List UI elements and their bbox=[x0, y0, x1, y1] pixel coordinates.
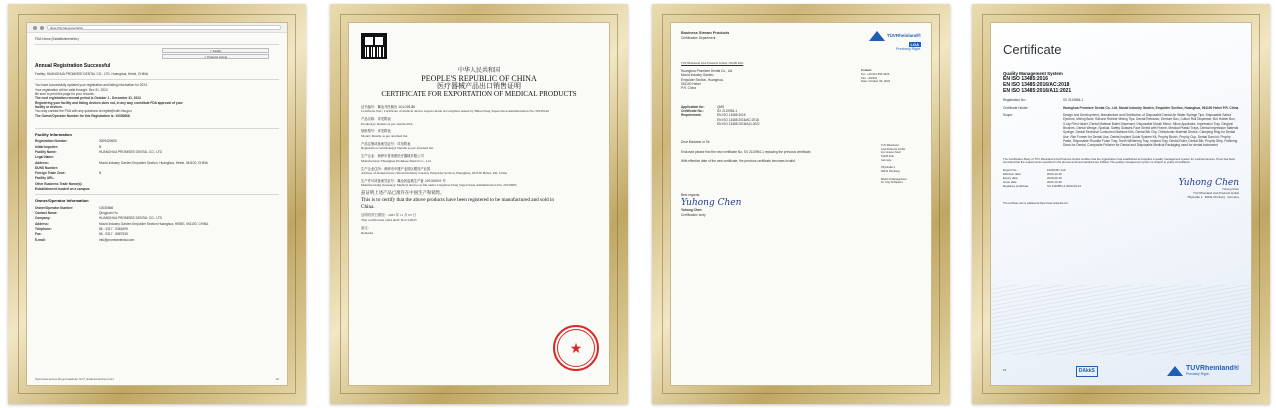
certificate-row bbox=[1003, 106, 1239, 110]
field-value: info@promisedental.com bbox=[99, 237, 135, 242]
field-row bbox=[35, 216, 279, 220]
line-cn: 产品注册或备案凭证号：详见附表 bbox=[361, 141, 411, 146]
remarks-cn: 备注： bbox=[361, 225, 372, 230]
report-area bbox=[1003, 169, 1239, 199]
body-paragraph: With effective date of the new certificate, the previous certificate becomes invalid. bbox=[681, 158, 796, 163]
divider bbox=[35, 79, 279, 80]
standard: EN ISO 13485:2016/AC:2018 bbox=[1003, 82, 1070, 89]
field-value: N bbox=[99, 171, 102, 176]
print-footer bbox=[35, 378, 279, 382]
browser-bar bbox=[27, 23, 287, 33]
line-en: Manufacturing license(s): Medical device on file under Cangzhou Drug Supervision Administration No: 20150005 bbox=[361, 183, 517, 188]
divider bbox=[35, 194, 279, 195]
contact-line: Tel.: +49 911 655 4225 bbox=[861, 72, 890, 76]
page-icon bbox=[33, 26, 37, 30]
remarks-en: Remarks bbox=[361, 230, 374, 235]
nav-icon bbox=[40, 26, 44, 30]
field-label: Address: bbox=[35, 221, 49, 226]
divider bbox=[35, 44, 279, 45]
field-label: Contact Name: bbox=[35, 211, 58, 216]
tuv-triangle-icon bbox=[869, 31, 885, 41]
field-value: HUANGHUA PROMISEE DENTAL CO., LTD bbox=[99, 149, 162, 154]
field-value bbox=[99, 166, 279, 170]
report-value: 10015497-110 bbox=[1047, 168, 1066, 173]
handwritten-signature: Yuhong Chen bbox=[1178, 178, 1239, 189]
report-block bbox=[1003, 169, 1159, 199]
issuer-address: Tillystraße 2 · 90431 Nürnberg · Germany bbox=[1187, 195, 1239, 199]
address-bar: https://fdp.fda.gov/ecr4rlist bbox=[47, 25, 281, 30]
sidebar-line: LGA Products GmbH bbox=[881, 147, 906, 151]
field-row bbox=[35, 206, 279, 210]
field-label: E-mail: bbox=[35, 237, 46, 242]
field-row bbox=[35, 155, 279, 159]
message: You have successfully updated your registration and listing information for 2024. bbox=[35, 83, 148, 88]
field-label: Facility URL: bbox=[35, 176, 55, 181]
report-value: 2026-09-16 bbox=[1047, 175, 1062, 180]
field-label: Initial Importer: bbox=[35, 144, 59, 149]
sidebar-line: 90431 Nürnberg bbox=[881, 169, 900, 173]
sender-line: TÜV Rheinland LGA Products GmbH • 51105 Köln bbox=[681, 62, 744, 66]
application-value: SX 2110954-1 bbox=[717, 108, 738, 113]
home-link: FDA Home (Establishment/etc) bbox=[35, 37, 79, 41]
export-certificate-document bbox=[349, 23, 609, 385]
address-block bbox=[681, 69, 921, 91]
certificate-rows bbox=[1003, 98, 1239, 147]
field-row bbox=[35, 150, 279, 154]
issuer-name: TÜV Rheinland LGA Products GmbH bbox=[1193, 191, 1239, 195]
field-value bbox=[99, 176, 279, 180]
tuv-triangle-icon bbox=[1167, 366, 1183, 376]
line-en: Registration certificate(s): Details as per attached list. bbox=[361, 146, 434, 151]
message-list bbox=[35, 83, 279, 118]
application-label: Application for: bbox=[681, 104, 705, 109]
application-value: QMS bbox=[717, 104, 725, 109]
field-value: 3009420606 bbox=[99, 139, 117, 144]
contact-line: Contact bbox=[861, 69, 872, 72]
statement-cn: 兹证明上述产品已准许在中国生产和销售。 bbox=[361, 191, 445, 197]
line-en: Manufacturer: Huanghua Promisee Dental Co., Ltd. bbox=[361, 158, 432, 163]
message: Your registration will be valid through: Dec 31, 2024 bbox=[35, 87, 108, 92]
field-label: Fax: bbox=[35, 232, 42, 237]
footer-url: https://www.access.fda.gov/oaa/index.htm?_flowExecutionKey=e1s1 bbox=[35, 377, 114, 381]
field-value bbox=[99, 182, 279, 186]
recipient-line: 061100 Hebei bbox=[681, 81, 701, 86]
field-label: Foreign Trade Zone: bbox=[35, 171, 66, 176]
iso-certificate-document bbox=[991, 23, 1251, 385]
report-row bbox=[1003, 185, 1159, 189]
recipient-line: Empolder Section, Huanghua, bbox=[681, 77, 724, 82]
message: The Owner/Operator Number for this Registration is: 10030866. bbox=[35, 113, 131, 118]
body-paragraph: Enclosed please find the new certificate No. SX 2110954-1 replacing the previous certificate. bbox=[681, 150, 812, 155]
facility-section-title: Facility Information bbox=[35, 131, 72, 137]
field-row bbox=[35, 232, 279, 236]
sidebar-line: Germany bbox=[881, 158, 892, 162]
certificate-row bbox=[1003, 113, 1239, 148]
salutation: Dear Madame or Sir bbox=[681, 140, 710, 145]
line-en: Address of manufacturer: Mould Industry Garden, Empolder Section, Huanghua, 061100 Hebei, P.R. China bbox=[361, 171, 508, 176]
tuv-logo bbox=[869, 31, 921, 52]
field-label: Owner/Operator Number: bbox=[35, 205, 74, 210]
field-label: Company: bbox=[35, 216, 51, 221]
official-seal-icon: ★ bbox=[553, 325, 599, 371]
application-row bbox=[681, 122, 921, 126]
tuv-letter-document bbox=[671, 23, 931, 385]
line-en: Certificate NO.: Certificate of medical device exports made in Cangzhou issued by Hebei Drug Supervision Administration No: 20230140 bbox=[361, 109, 549, 114]
closing: Best regards, bbox=[681, 193, 700, 198]
message: You may contact the FDA with any questions at reglist@cdrh.fda.gov. bbox=[35, 109, 133, 114]
field-row bbox=[35, 227, 279, 231]
line-cn: 产品名称：详见附表 bbox=[361, 117, 391, 122]
sidebar-line: 51105 Köln bbox=[881, 155, 894, 158]
recipient-line: Huanghua Promisee Dental Co., Ltd. bbox=[681, 69, 734, 73]
application-label bbox=[681, 122, 713, 126]
page-number: 1/2 bbox=[275, 377, 279, 381]
recipient-address bbox=[681, 69, 733, 91]
guilloche-background bbox=[991, 285, 1251, 355]
field-value: N bbox=[99, 144, 102, 149]
report-value: SX 2110854-1 2023-09-14 bbox=[1047, 183, 1081, 188]
frame-iso-certificate[interactable] bbox=[972, 4, 1270, 404]
line-en: Product(s): Details as per attached list. bbox=[361, 121, 414, 126]
certificate-title: Certificate bbox=[1003, 42, 1062, 57]
recipient-line: Mould Industry Garden, bbox=[681, 73, 715, 78]
field-row bbox=[35, 187, 279, 191]
field-row bbox=[35, 238, 279, 242]
sidebar-line: Dr. Jörg Schliesser bbox=[881, 181, 903, 185]
statement-en: This is to certify that the above products have been registered to be manufactured and sold in China. bbox=[361, 197, 555, 210]
tuv-brand: TÜVRheinland® bbox=[886, 32, 921, 38]
field-label: Telephone: bbox=[35, 227, 52, 232]
report-label: Report No.: bbox=[1003, 168, 1018, 173]
field-value: Mould Industry Garden Empolder Section, Huanghua, Hebei, 061100, CHINA bbox=[99, 160, 208, 165]
row-label: Registration No.: bbox=[1003, 98, 1027, 103]
department-subtitle: Certification Department bbox=[681, 36, 716, 41]
divider bbox=[35, 128, 279, 129]
line-cn: 生产企业住所：黄骅市中捷产业园区模具产业园 bbox=[361, 166, 431, 171]
tagline: Precisely Right. bbox=[896, 47, 921, 52]
field-value: 86 - 0317 - 5361699 bbox=[99, 227, 128, 232]
page-number: 1/1 bbox=[1003, 369, 1007, 373]
message: Registering your facility and listing devices does not, in any way, constitute FDA approval of your bbox=[35, 100, 183, 105]
field-row bbox=[35, 182, 279, 186]
application-value: EN ISO 13485:2016/AC:2018 bbox=[717, 117, 759, 122]
message: facility or devices. bbox=[35, 104, 63, 109]
field-value: Mould Industry Garden Empolder Section Huanghua, HEBEI, 061100, CHINA bbox=[99, 221, 209, 226]
facility-line: Facility: HUANGHUA PROMISEE DENTAL CO., LTD. Huanghua, Hebei, CHINA bbox=[35, 72, 148, 77]
signer-name: Yuhong Chen bbox=[1222, 188, 1239, 192]
contact-block bbox=[861, 69, 921, 91]
mat bbox=[990, 22, 1252, 386]
application-label: Certificate No.: bbox=[681, 108, 704, 113]
field-value: HUANGHUA PROMISEE DENTAL CO., LTD bbox=[99, 216, 162, 221]
field-row bbox=[35, 166, 279, 170]
mat bbox=[348, 22, 610, 386]
row-value: Design and Development, Manufacture and Distribution of Disposable Dental Air Water Syringe Tips, Disposable Saliva Ejectors, Mixing Bowl, Silicone Rubber Mixing Tips, Dental Retractor, Denture Box, Cotton Roll Dispenser, Bur Holder Box, X-ray Film Holder, Dental Material Bullet Dispenser, Disposable Mouth Mirror, Micro Applicator, Impression Tray, Gingival Brushes, Dental Wedge, Spatula, Safety Glasses Face Shield with Frame, Medical Plastic Trays, Dental Impression Material Syringe, Dental Sectional Contoured Matrices Kits, Dental Bib Clip, Orthodontic Material Device, Clamping Ring for Dental Use, Rim Former for Dental Use, Dental Implant Guide System Kit, Prophy Brush, Prophy Cup, Dental Dam kit, Prophy Paste, Disposable Fluoride Foam Tray, Teeth Whitening Tray, Implant Tray, Dental Ruler, Dental Bib, Prophy Strip, Polishing Discs for Dental, Composite Polisher for Dental and Disposable Medical Packaging used for dental instrument bbox=[1063, 113, 1239, 148]
field-value: 10030866 bbox=[99, 205, 114, 210]
field-label: Address: bbox=[35, 160, 49, 165]
field-label: DUNS Number: bbox=[35, 165, 59, 170]
field-label: Other Business Trade Name(s): bbox=[35, 181, 83, 186]
facility-button: ✓ Facility bbox=[162, 48, 269, 53]
field-label: Registration Number: bbox=[35, 139, 68, 144]
page-title: Annual Registration Successful bbox=[35, 63, 111, 70]
frame-export-certificate[interactable] bbox=[330, 4, 628, 404]
validity-cn: 证明有效日期至：2025 年 11 月 03 日 bbox=[361, 212, 416, 217]
owner-fields bbox=[35, 206, 279, 242]
tuv-logo bbox=[1167, 365, 1239, 377]
certification-statement: The Certification Body of TÜV Rheinland LGA Products GmbH certifies that the organization has established and applies a quality management system for medical devices. Proof has been furnished that the requirements specified in the abovementioned standard are fulfilled. The quality management system is subject to yearly surveillance. bbox=[1003, 156, 1236, 165]
qr-code-icon bbox=[361, 33, 387, 59]
field-value: 86 - 0317 - 8887935 bbox=[99, 232, 128, 237]
report-value: 2024-10-26 bbox=[1047, 172, 1062, 177]
row-label: Certificate Holder: bbox=[1003, 105, 1029, 110]
certificate-lines bbox=[361, 105, 597, 189]
message: The next registration renewal period is October 1 - December 31, 2024 bbox=[35, 96, 141, 101]
field-value bbox=[99, 155, 279, 159]
application-block bbox=[681, 105, 921, 127]
report-value: 2024-10-26 bbox=[1047, 179, 1062, 184]
standard: EN ISO 13485:2016/A11:2021 bbox=[1003, 88, 1072, 95]
sidebar-line: Tillystraße 2 bbox=[881, 166, 896, 170]
field-row bbox=[35, 176, 279, 180]
line-cn: 生产企业：黄骅市普美斯医疗器械有限公司 bbox=[361, 154, 424, 159]
application-label: Requirement: bbox=[681, 113, 702, 118]
sidebar-line: Board of Management bbox=[881, 177, 907, 181]
recipient-line: P.R. China bbox=[681, 86, 697, 91]
report-label: Replaces certificate: bbox=[1003, 183, 1030, 188]
sidebar-line: Am Grauen Stein bbox=[881, 151, 901, 155]
standard-block bbox=[1003, 71, 1239, 95]
frame-tuv-letter[interactable] bbox=[652, 4, 950, 404]
title-cn: 医疗器械产品出口销售证明 bbox=[437, 82, 521, 91]
line-cn: 证书编号：冀沧开医械出 20230140 bbox=[361, 104, 416, 109]
owner-section-title: Owner/Operator Information bbox=[35, 198, 89, 204]
field-value bbox=[99, 187, 279, 191]
system-name: Quality Management System bbox=[1003, 70, 1063, 76]
application-value: EN ISO 13485:2016/A11:2021 bbox=[717, 121, 760, 126]
mat bbox=[26, 22, 288, 386]
tagline: Precisely Right. bbox=[1185, 372, 1210, 377]
field-row bbox=[35, 161, 279, 165]
fda-registration-document bbox=[27, 23, 287, 385]
title-en: CERTIFICATE FOR EXPORTATION OF MEDICAL PRODUCTS bbox=[381, 90, 577, 99]
field-label: Legal Name: bbox=[35, 155, 54, 160]
field-row bbox=[35, 145, 279, 149]
field-row bbox=[35, 222, 279, 226]
certificate-footer bbox=[1003, 365, 1239, 377]
validation-note: This certificate can be validated at https://www.certipedia.com bbox=[1003, 202, 1069, 206]
row-label: Scope: bbox=[1003, 113, 1013, 118]
country-cn: 中华人民共和国 bbox=[457, 67, 500, 74]
signer-role: Certification body bbox=[681, 212, 706, 217]
lga-badge: LGA bbox=[910, 42, 919, 47]
contact-line: Date: October 06, 2024 bbox=[861, 80, 891, 84]
certificate-row bbox=[1003, 98, 1239, 102]
line-en: Model: Details as per attached list. bbox=[361, 133, 409, 138]
department-title: Business Stream Products bbox=[681, 31, 730, 35]
line-cn: 规格型号：详见附表 bbox=[361, 129, 391, 134]
dakks-logo: DAkkS bbox=[1076, 366, 1098, 377]
tuv-brand: TÜVRheinland® bbox=[1185, 365, 1239, 373]
validity-en: This certification valid until: Nov.3,2025 bbox=[361, 217, 417, 222]
letter-body bbox=[681, 136, 921, 217]
handwritten-signature: Yuhong Chen bbox=[681, 198, 742, 209]
company-sidebar bbox=[881, 144, 921, 217]
field-label: Facility Name: bbox=[35, 149, 57, 154]
signature-block bbox=[1159, 169, 1239, 199]
field-row bbox=[35, 211, 279, 215]
application-value: EN ISO 13485:2016 bbox=[717, 113, 746, 118]
standard: EN ISO 13485:2016 bbox=[1003, 76, 1049, 83]
mat bbox=[670, 22, 932, 386]
row-value: SX 2110854-1 bbox=[1063, 98, 1084, 103]
field-label: Establishment located on a campus: bbox=[35, 187, 91, 192]
letter-header bbox=[681, 31, 921, 52]
report-label: Expiry date: bbox=[1003, 175, 1019, 180]
country-en: PEOPLE'S REPUBLIC OF CHINA bbox=[421, 74, 537, 84]
field-row bbox=[35, 171, 279, 175]
report-label: Effective date: bbox=[1003, 172, 1022, 177]
report-label: Issue date: bbox=[1003, 179, 1018, 184]
row-value: Huanghua Promisee Dental Co., Ltd. Mould Industry Garden, Empolder Section, Huanghua, 061100 Hebei P.R. China bbox=[1063, 105, 1239, 110]
products-listing-button: ✓ Products Listing bbox=[162, 54, 269, 59]
contact-line: Fax: +49/911 bbox=[861, 76, 878, 80]
facility-fields bbox=[35, 139, 279, 191]
field-row bbox=[35, 139, 279, 143]
sidebar-line: TÜV Rheinland bbox=[881, 144, 899, 148]
line-cn: 生产许可或备案凭证号：冀沧药监械生产备 20150005 号 bbox=[361, 178, 446, 183]
field-value: Qingyuan Hu bbox=[99, 211, 118, 216]
message: Be sure to print this page for your records. bbox=[35, 92, 95, 96]
frame-fda-registration[interactable] bbox=[8, 4, 306, 404]
signer-name: Yuhong Chen bbox=[681, 208, 702, 213]
